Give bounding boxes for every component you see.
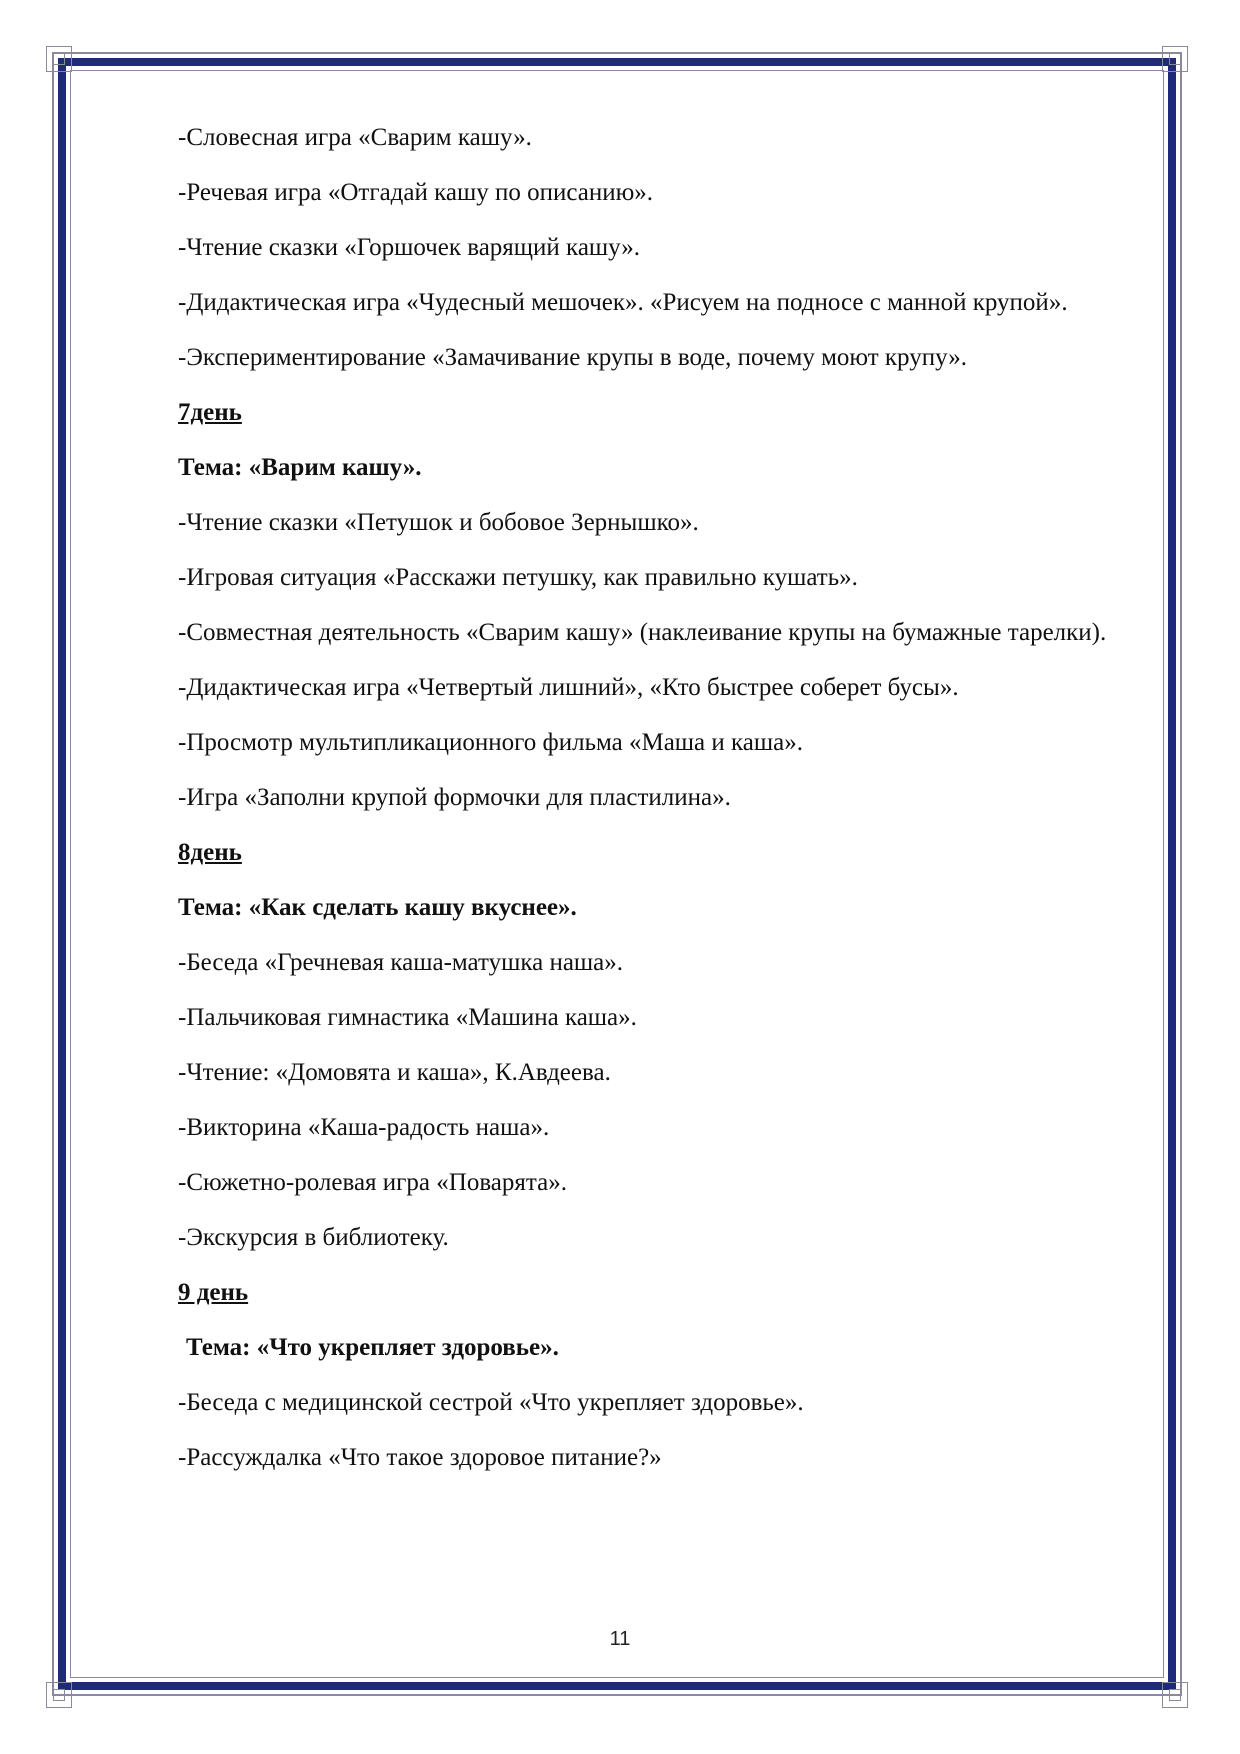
- page-number: 11: [609, 1628, 631, 1650]
- day-8-heading: 8день: [178, 839, 242, 866]
- activity-line: -Чтение сказки «Петушок и бобовое Зернышко».: [178, 509, 699, 536]
- activity-line: -Игровая ситуация «Расскажи петушку, как правильно кушать».: [178, 564, 858, 591]
- day-7-topic: Тема: «Варим кашу».: [178, 454, 422, 481]
- activity-line: -Чтение: «Домовята и каша», К.Авдеева.: [178, 1059, 611, 1086]
- frame-corner-ornament: [46, 46, 72, 72]
- activity-line: -Экскурсия в библиотеку.: [178, 1224, 449, 1251]
- day-9-topic: Тема: «Что укрепляет здоровье».: [186, 1334, 559, 1361]
- activity-line: -Дидактическая игра «Чудесный мешочек». «Рисуем на подносе с манной крупой».: [178, 289, 1068, 316]
- activity-line: -Викторина «Каша-радость наша».: [178, 1114, 550, 1141]
- frame-corner-ornament: [1162, 1682, 1188, 1708]
- activity-line: -Словесная игра «Сварим кашу».: [178, 124, 532, 151]
- activity-line: -Совместная деятельность «Сварим кашу» (наклеивание крупы на бумажные тарелки).: [178, 619, 1107, 646]
- document-body: [178, 110, 1156, 1485]
- activity-line: -Рассуждалка «Что такое здоровое питание?»: [178, 1444, 662, 1471]
- activity-line: -Чтение сказки «Горшочек варящий кашу».: [178, 234, 641, 261]
- activity-line: -Сюжетно-ролевая игра «Поварята».: [178, 1169, 567, 1196]
- day-7-heading: 7день: [178, 399, 242, 426]
- activity-line: -Беседа с медицинской сестрой «Что укрепляет здоровье».: [178, 1389, 804, 1416]
- activity-line: -Экспериментирование «Замачивание крупы в воде, почему моют крупу».: [178, 344, 967, 371]
- frame-corner-ornament: [1162, 46, 1188, 72]
- activity-line: -Пальчиковая гимнастика «Машина каша».: [178, 1004, 637, 1031]
- frame-corner-ornament: [46, 1682, 72, 1708]
- activity-line: -Речевая игра «Отгадай кашу по описанию».: [178, 179, 654, 206]
- activity-line: -Беседа «Гречневая каша-матушка наша».: [178, 949, 624, 976]
- activity-line: -Просмотр мультипликационного фильма «Маша и каша».: [178, 729, 803, 756]
- day-8-topic: Тема: «Как сделать кашу вкуснее».: [178, 894, 577, 921]
- day-9-heading: 9 день: [178, 1279, 249, 1306]
- activity-line: -Дидактическая игра «Четвертый лишний», «Кто быстрее соберет бусы».: [178, 674, 959, 701]
- activity-line: -Игра «Заполни крупой формочки для пластилина».: [178, 784, 731, 811]
